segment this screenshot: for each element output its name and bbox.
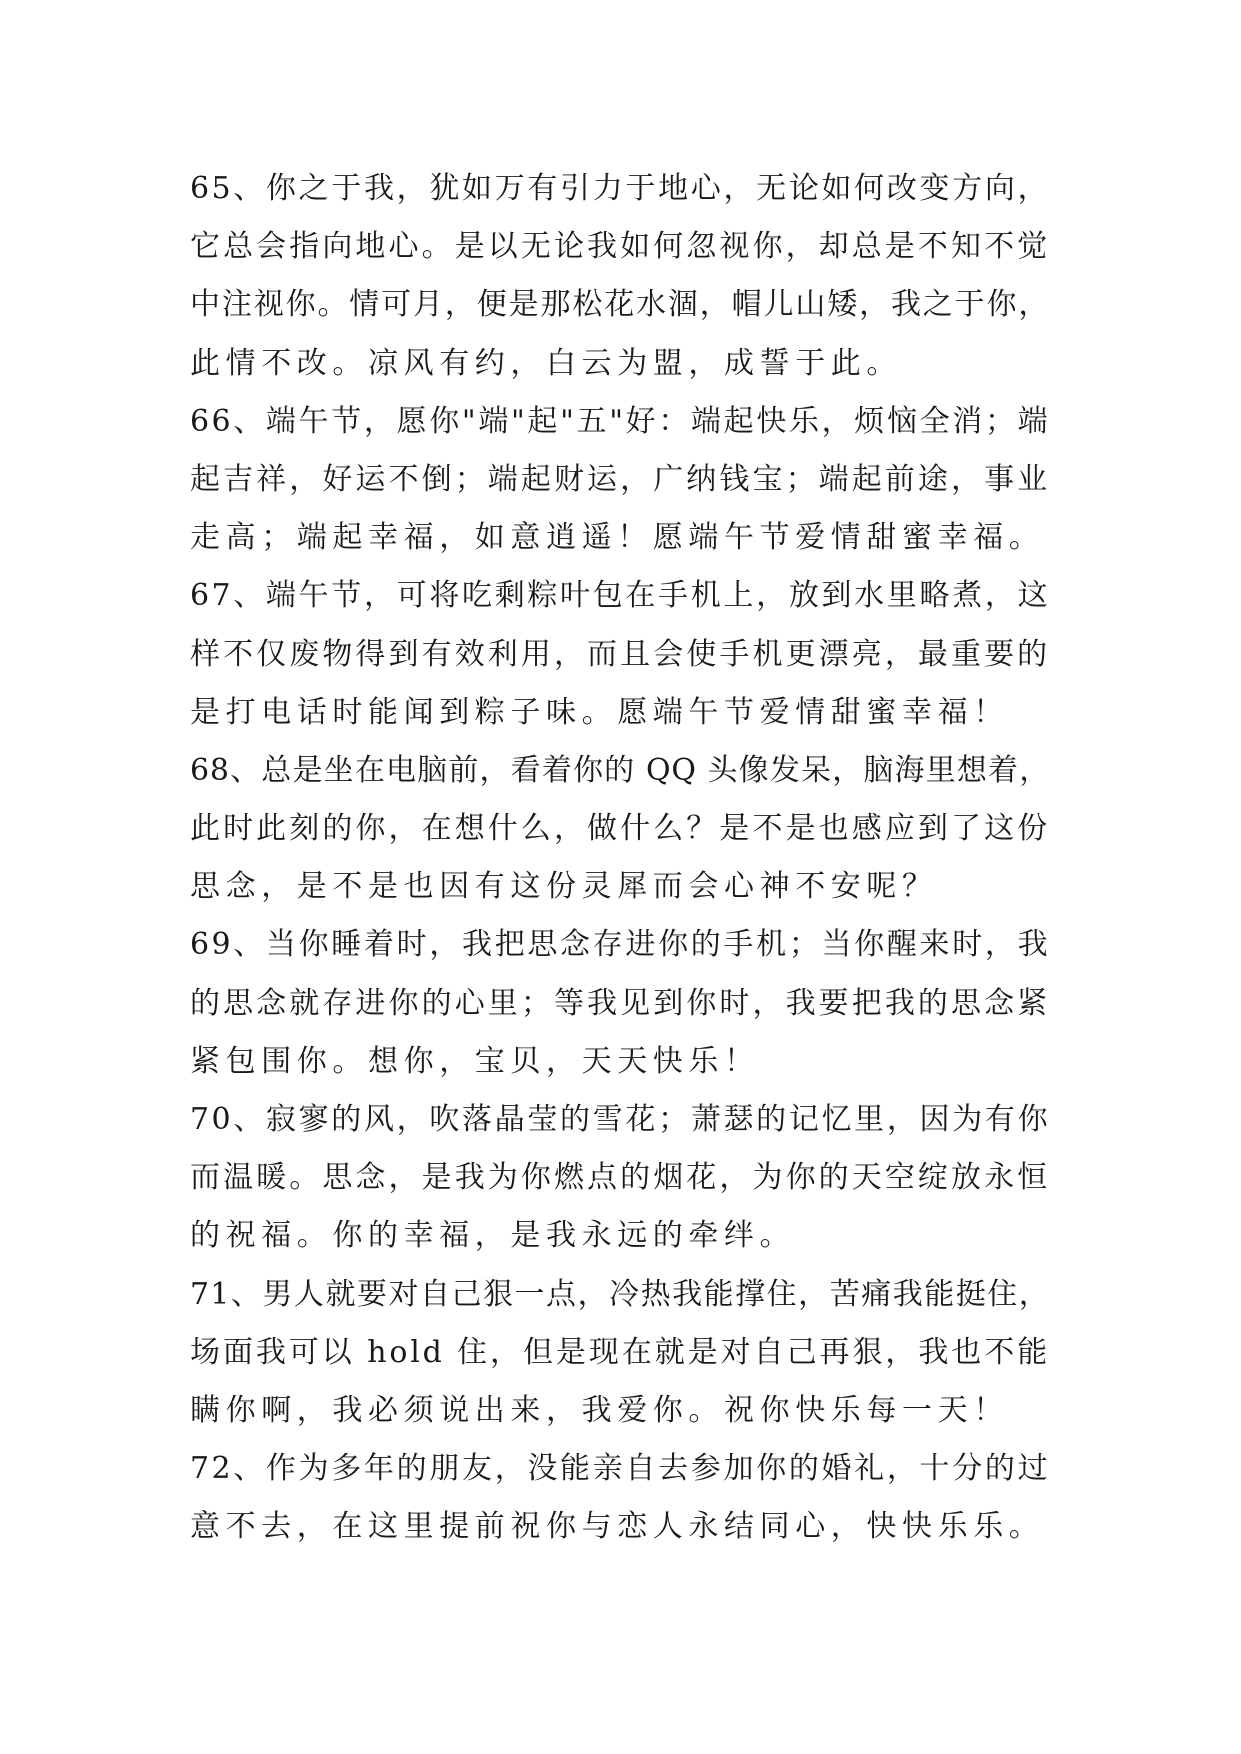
text-line: 此时此刻的你，在想什么，做什么？是不是也感应到了这份 [190, 811, 1050, 847]
paragraph-68 [190, 742, 1050, 917]
paragraph-71 [190, 1266, 1050, 1441]
text-line: 的思念就存进你的心里；等我见到你时，我要把我的思念紧 [190, 985, 1050, 1021]
text-line: 的祝福。你的幸福，是我永远的牵绊。 [190, 1218, 796, 1254]
text-line: 它总会指向地心。是以无论我如何忽视你，却总是不知不觉 [190, 229, 1050, 265]
text-line: 66、端午节，愿你"端"起"五"好：端起快乐，烦恼全消；端 [190, 403, 1050, 439]
text-line: 67、端午节，可将吃剩粽叶包在手机上，放到水里略煮，这 [190, 578, 1050, 614]
paragraph-69 [190, 916, 1050, 1091]
text-line: 意不去，在这里提前祝你与恋人永结同心，快快乐乐。 [190, 1509, 1045, 1545]
text-line: 起吉祥，好运不倒；端起财运，广纳钱宝；端起前途，事业 [190, 461, 1050, 497]
text-line: 中注视你。情可月，便是那松花水涸，帽儿山矮，我之于你， [190, 287, 1050, 323]
text-line: 是打电话时能闻到粽子味。愿端午节爱情甜蜜幸福！ [190, 694, 1009, 730]
paragraph-65 [190, 160, 1050, 393]
text-line: 68、总是坐在电脑前，看着你的 QQ 头像发呆，脑海里想着， [190, 752, 1050, 788]
paragraph-70 [190, 1091, 1050, 1266]
text-line: 走高；端起幸福，如意逍遥！愿端午节爱情甜蜜幸福。 [190, 520, 1045, 556]
text-line: 场面我可以 hold 住，但是现在就是对自己再狠，我也不能 [190, 1334, 1050, 1370]
text-line: 思念，是不是也因有这份灵犀而会心神不安呢？ [190, 869, 938, 905]
text-line: 65、你之于我，犹如万有引力于地心，无论如何改变方向， [190, 171, 1050, 206]
text-line: 69、当你睡着时，我把思念存进你的手机；当你醒来时，我 [190, 927, 1050, 963]
text-line: 此情不改。凉风有约，白云为盟，成誓于此。 [190, 345, 902, 381]
text-line: 71、男人就要对自己狠一点，冷热我能撑住，苦痛我能挺住， [190, 1276, 1050, 1312]
paragraph-66 [190, 393, 1050, 568]
paragraph-72 [190, 1440, 1050, 1556]
text-line: 瞒你啊，我必须说出来，我爱你。祝你快乐每一天！ [190, 1392, 1009, 1428]
text-line: 而温暖。思念，是我为你燃点的烟花，为你的天空绽放永恒 [190, 1160, 1050, 1196]
text-line: 70、寂寥的风，吹落晶莹的雪花；萧瑟的记忆里，因为有你 [190, 1102, 1050, 1137]
document-body [190, 160, 1050, 1557]
text-line: 72、作为多年的朋友，没能亲自去参加你的婚礼，十分的过 [190, 1451, 1050, 1487]
text-line: 样不仅废物得到有效利用，而且会使手机更漂亮，最重要的 [190, 636, 1050, 672]
paragraph-67 [190, 567, 1050, 742]
text-line: 紧包围你。想你，宝贝，天天快乐！ [190, 1043, 760, 1079]
